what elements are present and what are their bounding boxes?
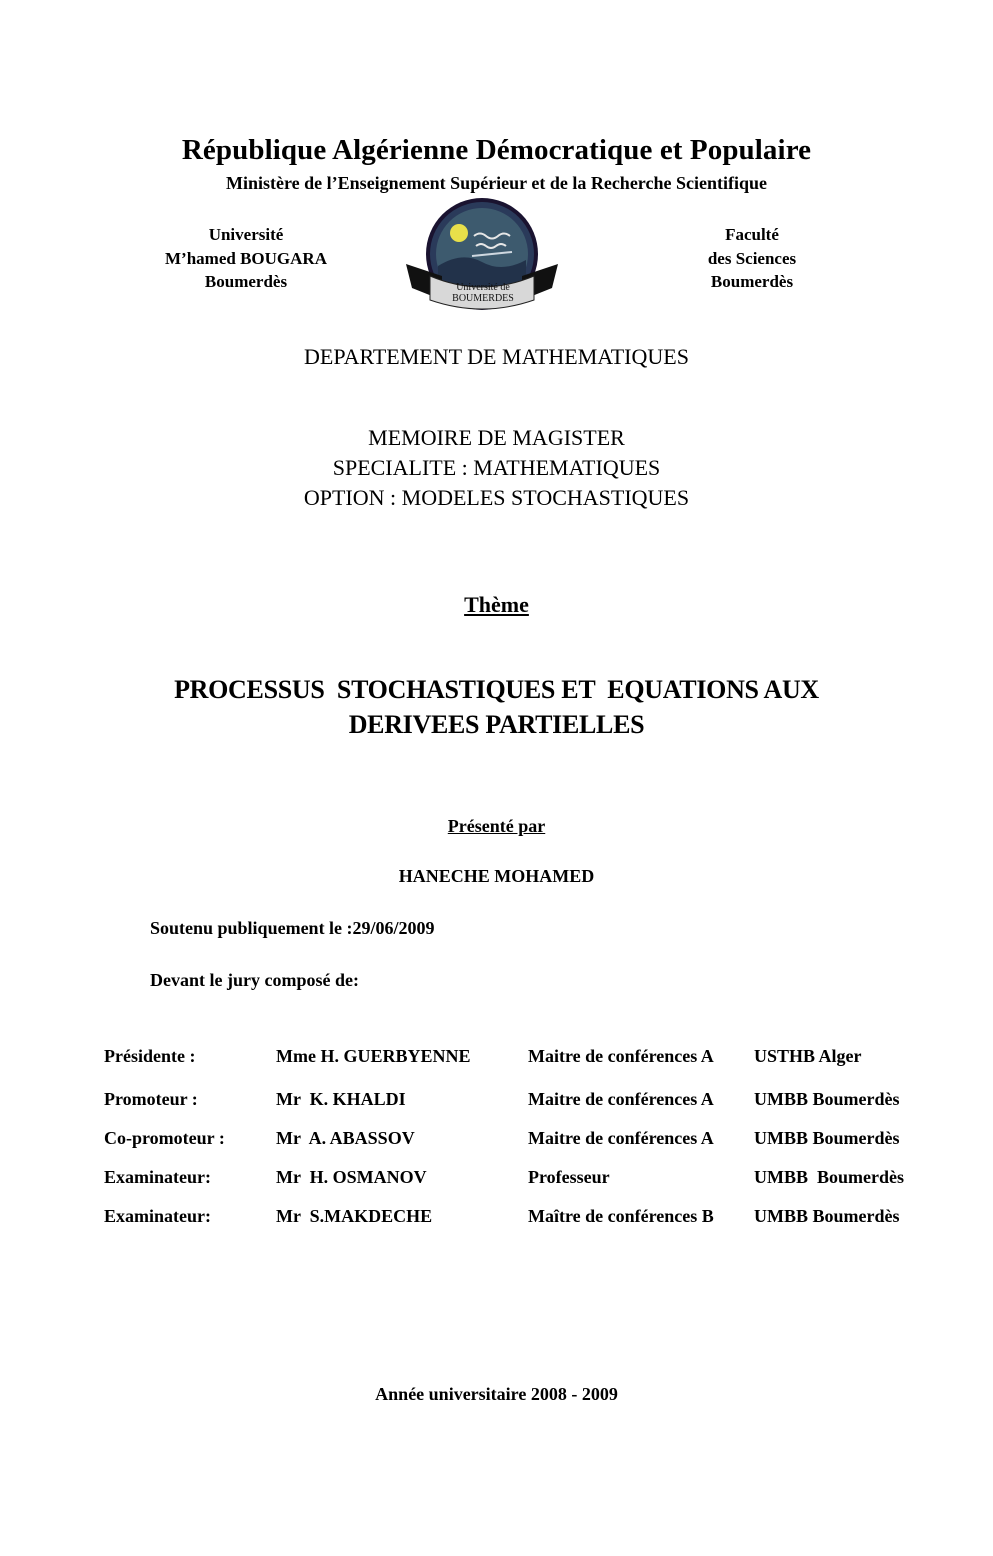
jury-intro: Devant le jury composé de: xyxy=(150,970,359,990)
jury-institution: UMBB Boumerdès xyxy=(754,1089,900,1109)
university-block xyxy=(116,223,376,294)
jury-row xyxy=(0,1167,993,1191)
defense-date: Soutenu publiquement le :29/06/2009 xyxy=(150,918,435,938)
jury-institution: UMBB Boumerdès xyxy=(754,1128,900,1148)
department-heading: DEPARTEMENT DE MATHEMATIQUES xyxy=(304,344,689,369)
theme-label-text: Thème xyxy=(464,592,529,617)
memoir-line-2: SPECIALITE : MATHEMATIQUES xyxy=(332,455,661,480)
logo-banner-line-1: Université de xyxy=(456,282,510,293)
thesis-title xyxy=(0,672,993,742)
jury-role: Co-promoteur : xyxy=(104,1128,225,1148)
jury-name: Mme H. GUERBYENNE xyxy=(276,1046,471,1066)
jury-title: Professeur xyxy=(528,1167,610,1187)
jury-role: Examinateur: xyxy=(104,1206,211,1226)
memoir-line-1: MEMOIRE DE MAGISTER xyxy=(368,425,625,450)
jury-row xyxy=(0,1128,993,1152)
jury-title: Maitre de conférences A xyxy=(528,1128,714,1148)
jury-title: Maître de conférences B xyxy=(528,1206,714,1226)
university-line-2: M’hamed BOUGARA xyxy=(165,248,327,268)
logo-banner-line-2: BOUMERDES xyxy=(452,293,514,304)
presented-by-label xyxy=(0,816,993,837)
jury-name: Mr H. OSMANOV xyxy=(276,1167,427,1187)
theme-label xyxy=(0,592,993,618)
university-seal-icon xyxy=(402,196,564,323)
presented-by-text: Présenté par xyxy=(447,816,546,836)
jury-row xyxy=(0,1206,993,1230)
jury-name: Mr A. ABASSOV xyxy=(276,1128,415,1148)
jury-role: Présidente : xyxy=(104,1046,196,1066)
jury-role: Examinateur: xyxy=(104,1167,211,1187)
jury-title: Maitre de conférences A xyxy=(528,1046,714,1066)
jury-institution: UMBB Boumerdès xyxy=(754,1206,900,1226)
academic-year: Année universitaire 2008 - 2009 xyxy=(375,1384,618,1404)
memoir-line-3: OPTION : MODELES STOCHASTIQUES xyxy=(303,485,690,510)
republic-heading: République Algérienne Démocratique et Populaire xyxy=(181,134,812,166)
faculty-block xyxy=(622,223,882,294)
thesis-title-line-2: DERIVEES PARTIELLES xyxy=(348,710,645,739)
university-line-3: Boumerdès xyxy=(204,272,288,291)
faculty-line-1: Faculté xyxy=(725,225,779,244)
faculty-line-2: des Sciences xyxy=(707,248,797,268)
jury-name: Mr S.MAKDECHE xyxy=(276,1206,433,1226)
thesis-title-line-1: PROCESSUS STOCHASTIQUES ET EQUATIONS AUX xyxy=(174,675,819,704)
jury-row xyxy=(0,1089,993,1113)
jury-title: Maitre de conférences A xyxy=(528,1089,714,1109)
author-name: HANECHE MOHAMED xyxy=(398,866,595,886)
jury-institution: USTHB Alger xyxy=(754,1046,862,1066)
jury-role: Promoteur : xyxy=(104,1089,198,1109)
jury-institution: UMBB Boumerdès xyxy=(754,1167,904,1187)
university-line-1: Université xyxy=(208,225,284,244)
jury-row xyxy=(0,1046,993,1070)
ministry-heading: Ministère de l’Enseignement Supérieur et de la Recherche Scientifique xyxy=(226,173,767,193)
faculty-line-3: Boumerdès xyxy=(710,272,794,291)
jury-name: Mr K. KHALDI xyxy=(276,1089,406,1109)
logo-banner-text xyxy=(402,282,564,304)
